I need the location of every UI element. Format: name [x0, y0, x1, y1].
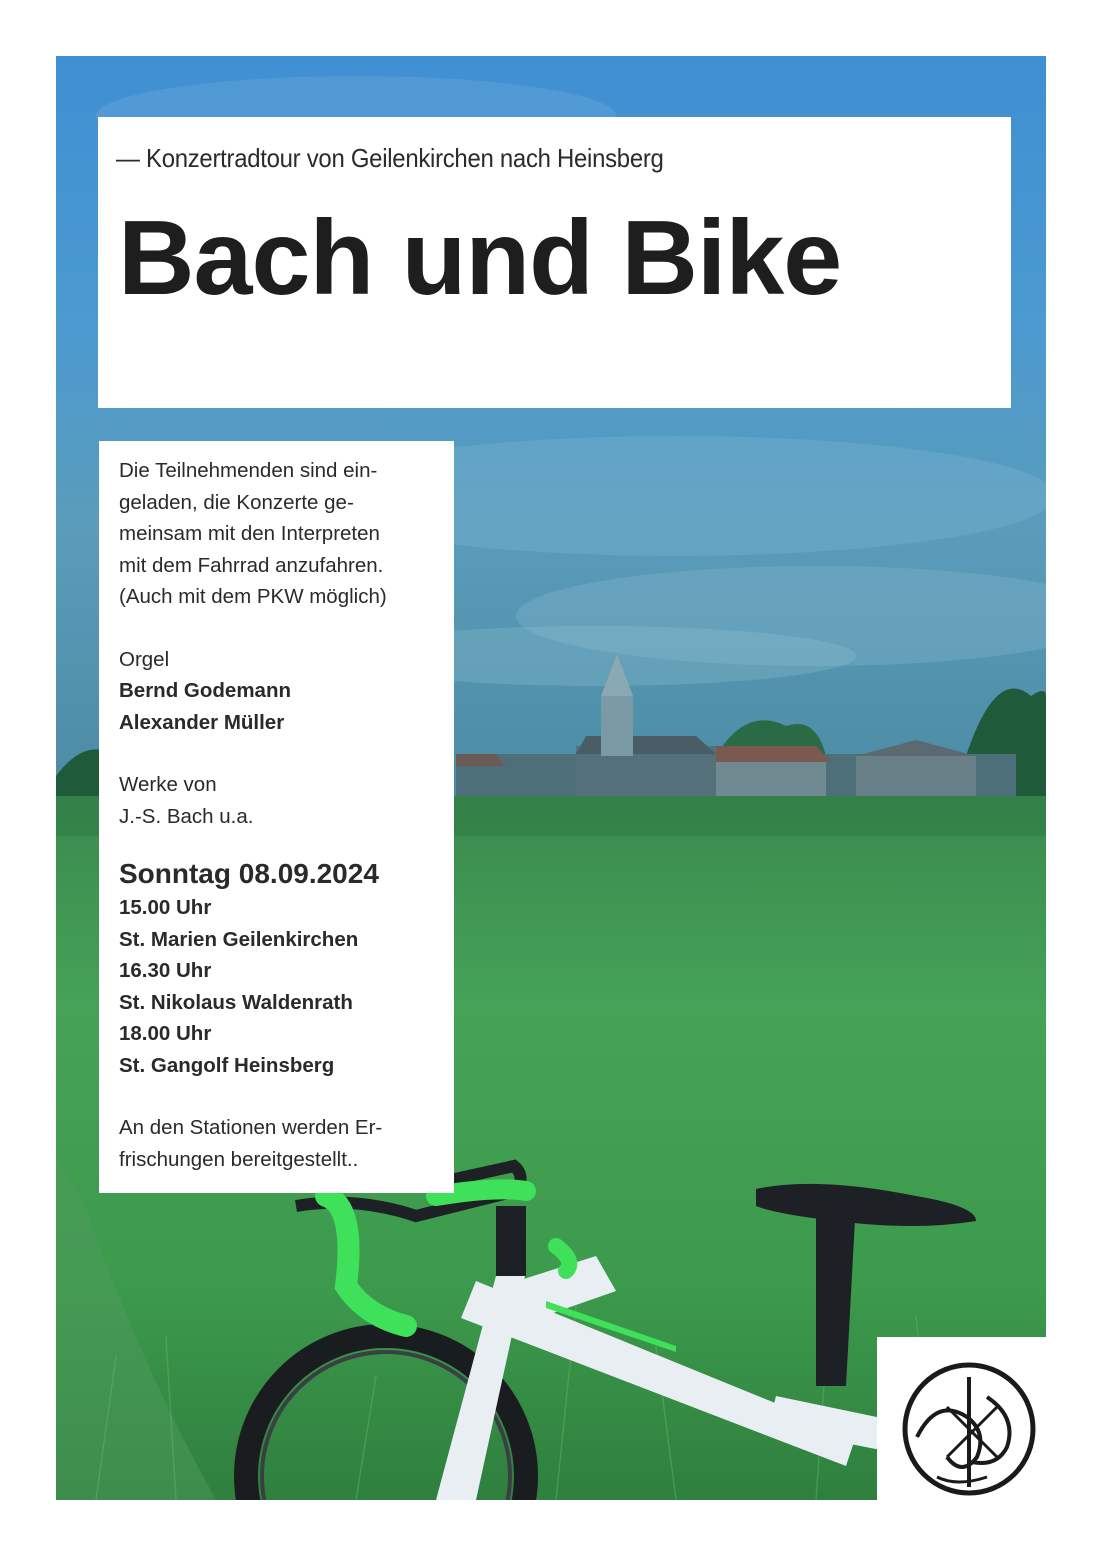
- poster: [56, 56, 1046, 1500]
- intro-line: meinsam mit den Interpreten: [119, 522, 380, 545]
- intro-line: Die Teilnehmenden sind ein-: [119, 459, 378, 482]
- organist-name: Bernd Godemann: [119, 679, 291, 702]
- subtitle: — Konzertradtour von Geilenkirchen nach Heinsberg: [116, 143, 664, 173]
- intro-line: geladen, die Konzerte ge-: [119, 490, 354, 514]
- schedule-time: 15.00 Uhr: [119, 896, 212, 919]
- schedule-venue: St. Gangolf Heinsberg: [119, 1053, 335, 1077]
- closing-line: frischungen bereitgestellt..: [119, 1147, 359, 1171]
- info-box: [99, 441, 454, 1193]
- organ-label: Orgel: [119, 647, 170, 671]
- intro-line: (Auch mit dem PKW möglich): [119, 585, 387, 608]
- header-box: [98, 117, 1011, 408]
- schedule-time: 18.00 Uhr: [119, 1022, 212, 1045]
- logo-box: [877, 1337, 1046, 1500]
- closing-line: An den Stationen werden Er-: [119, 1116, 383, 1139]
- schedule-venue: St. Marien Geilenkirchen: [119, 927, 359, 951]
- intro-line: mit dem Fahrrad anzufahren.: [119, 553, 384, 577]
- schedule-venue: St. Nikolaus Waldenrath: [119, 990, 353, 1014]
- organist-name: Alexander Müller: [119, 710, 285, 734]
- ornament-logo-icon: [877, 1337, 1046, 1500]
- event-date: Sonntag 08.09.2024: [119, 858, 379, 889]
- page-title: Bach und Bike: [118, 199, 842, 317]
- schedule-time: 16.30 Uhr: [119, 959, 212, 982]
- works-label: Werke von: [119, 773, 217, 796]
- composer: J.-S. Bach u.a.: [119, 804, 254, 828]
